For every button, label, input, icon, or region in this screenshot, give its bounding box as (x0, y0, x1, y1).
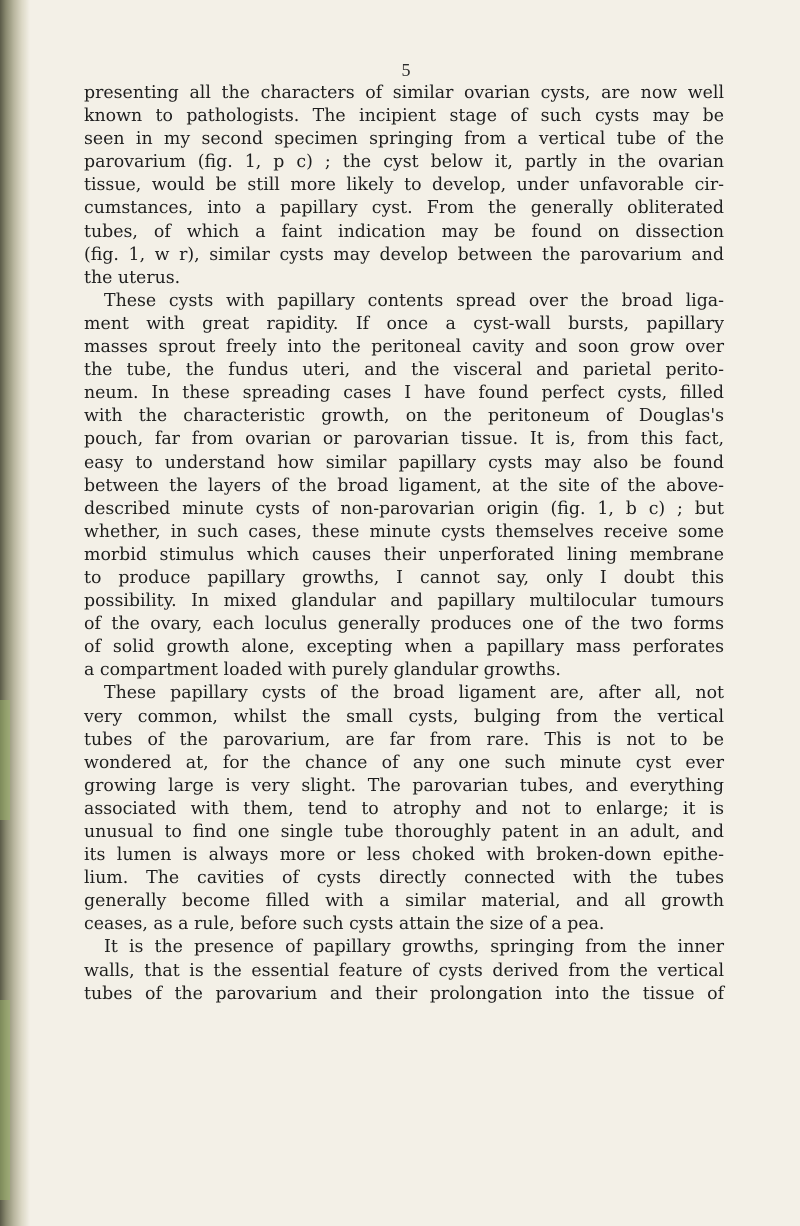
body-text (84, 82, 724, 1006)
text-line: of solid growth alone, excepting when a papillary mass perforates (84, 637, 724, 658)
text-line: a compartment loaded with purely glandular growths. (84, 660, 561, 681)
text-line: ceases, as a rule, before such cysts attain the size of a pea. (84, 914, 605, 935)
text-line: These papillary cysts of the broad ligament are, after all, not (104, 683, 724, 704)
text-line: associated with them, tend to atrophy and not to enlarge; it is (84, 798, 724, 819)
text-line: tissue, would be still more likely to develop, under unfavorable cir- (84, 175, 724, 196)
page-number: 5 (401, 60, 411, 80)
text-line: the uterus. (84, 267, 181, 288)
text-line: morbid stimulus which causes their unperforated lining membrane (84, 544, 724, 565)
text-line: of the ovary, each loculus generally produces one of the two forms (84, 614, 724, 635)
text-line: easy to understand how similar papillary cysts may also be found (84, 452, 724, 473)
binding-edge-mark (0, 700, 10, 820)
text-line: These cysts with papillary contents spread over the broad liga- (104, 290, 724, 311)
text-line: masses sprout freely into the peritoneal cavity and soon grow over (84, 337, 724, 358)
text-line: described minute cysts of non-parovarian origin (fig. 1, b c) ; but (84, 498, 724, 519)
text-line: neum. In these spreading cases I have found perfect cysts, filled (84, 383, 724, 404)
text-line: to produce papillary growths, I cannot say, only I doubt this (84, 567, 724, 588)
text-line: growing large is very slight. The parovarian tubes, and everything (84, 775, 724, 796)
text-line: pouch, far from ovarian or parovarian tissue. It is, from this fact, (84, 429, 724, 450)
text-line: very common, whilst the small cysts, bulging from the vertical (84, 706, 724, 727)
text-line: known to pathologists. The incipient stage of such cysts may be (84, 106, 724, 127)
text-line: its lumen is always more or less choked with broken-down epithe- (84, 845, 724, 866)
text-line: lium. The cavities of cysts directly connected with the tubes (84, 868, 724, 889)
text-line: tubes of the parovarium and their prolongation into the tissue of (84, 983, 724, 1004)
text-line: tubes of the parovarium, are far from rare. This is not to be (84, 729, 724, 750)
text-line: It is the presence of papillary growths, springing from the inner (104, 937, 724, 958)
text-line: with the characteristic growth, on the peritoneum of Douglas's (84, 406, 724, 427)
text-line: tubes, of which a faint indication may be found on dissection (84, 221, 724, 242)
text-line: ment with great rapidity. If once a cyst-wall bursts, papillary (84, 313, 724, 334)
text-line: unusual to find one single tube thoroughly patent in an adult, and (84, 822, 724, 842)
text-line: seen in my second specimen springing from a vertical tube of the (84, 129, 724, 150)
text-line: whether, in such cases, these minute cysts themselves receive some (84, 521, 724, 542)
text-line: presenting all the characters of similar ovarian cysts, are now well (84, 83, 724, 103)
text-line: between the layers of the broad ligament, at the site of the above- (84, 475, 724, 496)
text-line: cumstances, into a papillary cyst. From the generally obliterated (84, 198, 724, 219)
binding-edge-mark (0, 1000, 10, 1200)
text-line: generally become filled with a similar material, and all growth (84, 891, 724, 912)
text-line: possibility. In mixed glandular and papillary multilocular tumours (84, 591, 724, 612)
text-line: parovarium (fig. 1, p c) ; the cyst below it, partly in the ovarian (84, 152, 724, 173)
text-line: walls, that is the essential feature of cysts derived from the vertical (84, 960, 724, 981)
text-line: wondered at, for the chance of any one such minute cyst ever (84, 752, 724, 773)
text-line: the tube, the fundus uteri, and the visceral and parietal perito- (84, 360, 724, 381)
text-line: (fig. 1, w r), similar cysts may develop between the parovarium and (84, 244, 724, 265)
